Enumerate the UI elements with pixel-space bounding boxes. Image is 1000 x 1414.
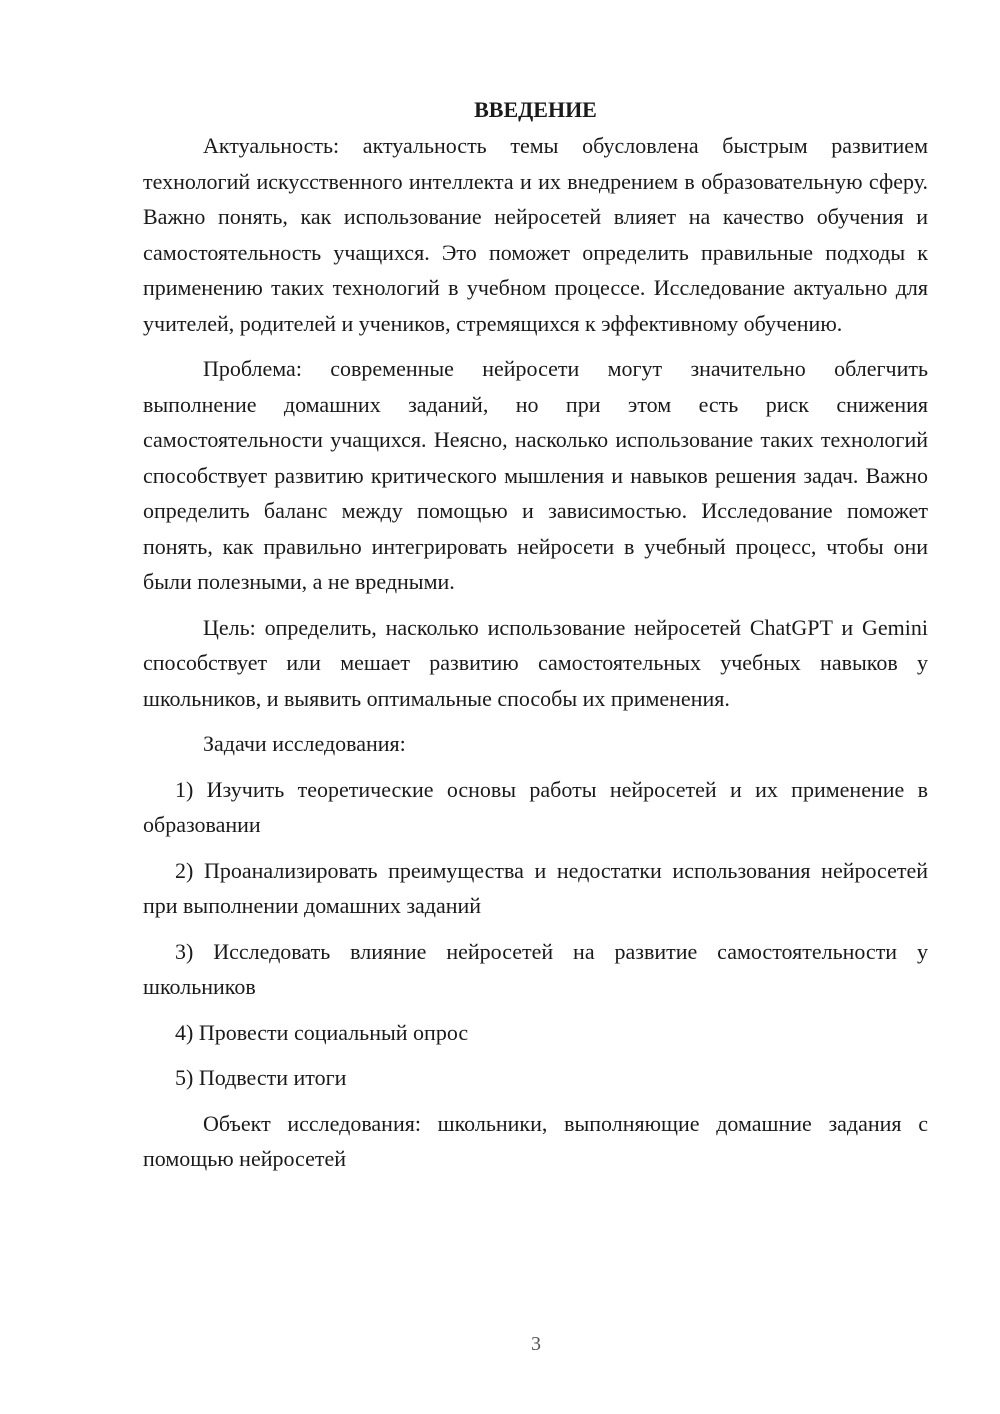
object-paragraph: Объект исследования: школьники, выполняющие домашние задания с помощью нейросетей: [143, 1110, 928, 1171]
page-number: 3: [531, 1333, 541, 1355]
task-item: 2) Проанализировать преимущества и недостатки использования нейросетей при выполнении домашних заданий: [143, 857, 928, 918]
goal-paragraph: Цель: определить, насколько использование нейросетей ChatGPT и Gemini способствует или мешает развитию самостоятельных учебных навыков у школьников, и выявить оптимальные способы их применения.: [143, 614, 928, 711]
task-item: 3) Исследовать влияние нейросетей на развитие самостоятельности у школьников: [143, 938, 928, 999]
tasks-list: [143, 772, 928, 1096]
relevance-paragraph: Актуальность: актуальность темы обусловлена быстрым развитием технологий искусственного интеллекта и их внедрением в образовательную сферу. Важно понять, как использование нейросетей влияет на качество обучения и самостоятельность учащихся. Это поможет определить правильные подходы к применению таких технологий в учебном процессе. Исследование актуально для учителей, родителей и учеников, стремящихся к эффективному обучению.: [143, 133, 928, 336]
problem-paragraph: Проблема: современные нейросети могут значительно облегчить выполнение домашних заданий, но при этом есть риск снижения самостоятельности учащихся. Неясно, насколько использование таких технологий способствует развитию критического мышления и навыков решения задач. Важно определить баланс между помощью и зависимостью. Исследование поможет понять, как правильно интегрировать нейросети в учебный процесс, чтобы они были полезными, а не вредными.: [143, 356, 928, 594]
section-title: ВВЕДЕНИЕ: [474, 97, 597, 122]
document-page: [143, 92, 928, 1187]
tasks-heading: Задачи исследования:: [203, 731, 406, 756]
task-item: 1) Изучить теоретические основы работы нейросетей и их применение в образовании: [143, 776, 928, 837]
task-item: 4) Провести социальный опрос: [175, 1019, 469, 1045]
task-item: 5) Подвести итоги: [175, 1065, 347, 1090]
